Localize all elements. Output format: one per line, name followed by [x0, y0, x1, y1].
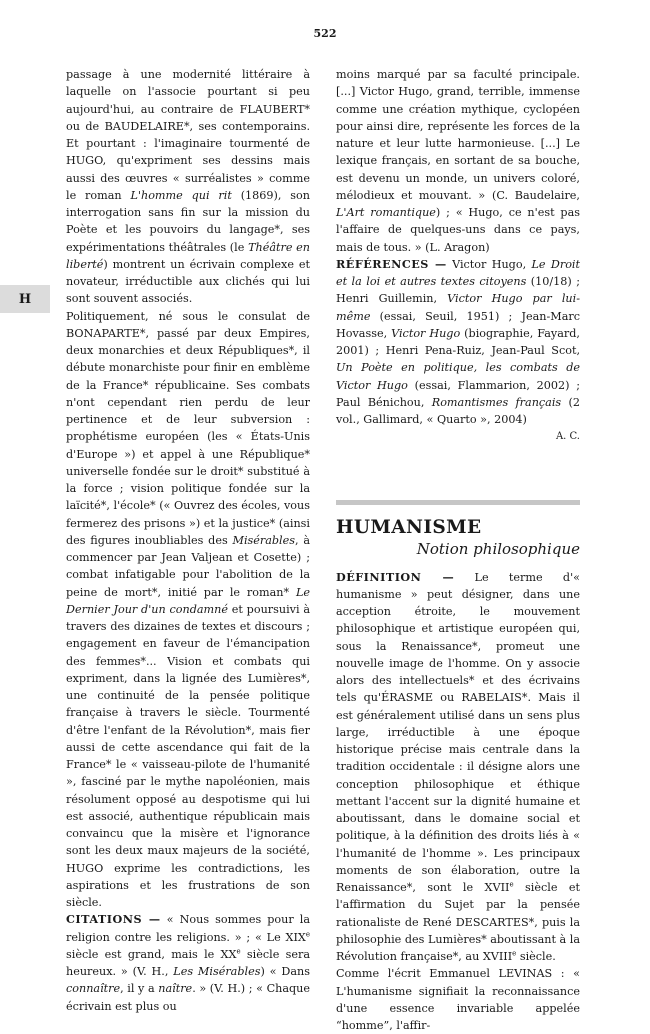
- superscript: e: [512, 949, 517, 958]
- section-letter-tab: H: [0, 285, 50, 313]
- italic-title: Le Droit et la loi et autres textes citoyens: [336, 257, 581, 288]
- italic-title: Victor Hugo par lui-même: [336, 292, 580, 323]
- italic-title: naître: [158, 982, 193, 996]
- italic-title: Misérables: [232, 533, 295, 547]
- quote-continuation: moins marqué par sa faculté principale. [...] Victor Hugo, grand, terrible, immense comme une création mythique, cyclopéen pour ainsi dire, représente les forces de la nature et leur lutte harmonieuse. [...] Le lexique français, en sortant de sa bouche, est devenu un monde, un univers coloré, mélodieux et mouvant. » (C. Baudelaire, L'Art romantique) ; « Hugo, ce n'est pas l'affaire de quelques-uns dans ce pays, mais de tous. » (L. Aragon): [336, 68, 580, 254]
- entry-separator: [336, 500, 580, 505]
- italic-title: Victor Hugo: [391, 326, 461, 340]
- definition-paragraph: [336, 569, 580, 966]
- italic-title: L'homme qui rit: [130, 188, 232, 202]
- right-column: [336, 66, 580, 1034]
- italic-title: Le Dernier Jour d'un condamné: [66, 585, 310, 616]
- italic-title: L'Art romantique: [336, 206, 436, 219]
- italic-title: Les Misérables: [173, 965, 261, 978]
- italic-title: connaître: [66, 982, 121, 996]
- citations-text: « Nous sommes pour la religion contre les religions. » ; « Le XIXe siècle est grand, mais le XXe siècle sera heureux. » (V. H., Les Misérables) « Dans connaître, il y a naître. » (V. H.) ; « Chaque écrivain est plus ou: [66, 913, 311, 1013]
- superscript: e: [236, 947, 241, 956]
- references-paragraph: [336, 256, 580, 429]
- superscript: e: [509, 880, 514, 889]
- references-label: RÉFÉRENCES —: [336, 256, 447, 271]
- definition-text: Le terme d'« humanisme » peut désigner, dans une acception étroite, le mouvement philosophique et artistique européen qui, sous la Renaissance*, promeut une nouvelle image de l'homme. On y associe alors des intellectuels* et des écrivains tels qu'ÉRASME ou RABELAIS*. Mais il est généralement utilisé dans un sens plus large, irréductible à une époque historique précise mais centrale dans la tradition occidentale : il désigne alors une conception philosophique et éthique mettant l'accent sur la dignité humaine et aboutissant, dans le domaine social et politique, à la définition des droits liés à « l'humanité de l'homme ». Les principaux moments de son élaboration, outre la Renaissance*, sont le XVIIe siècle et l'affirmation du Sujet par la pensée rationaliste de René DESCARTES*, puis la philosophie des Lumières* aboutissant à la Révolution française*, au XVIIIe siècle.: [336, 570, 580, 963]
- citations-label: CITATIONS —: [66, 912, 161, 927]
- citations-paragraph: [66, 911, 310, 1015]
- entry-title: HUMANISME: [336, 516, 482, 538]
- references-text: Victor Hugo, Le Droit et la loi et autres textes citoyens (10/18) ; Henri Guillemin, Victor Hugo par lui-même (essai, Seuil, 1951) ; Jean-Marc Hovasse, Victor Hugo (biographie, Fayard, 2001) ; Henri Pena-Ruiz, Jean-Paul Scot, Un Poète en politique, les combats de Victor Hugo (essai, Flammarion, 2002) ; Paul Bénichou, Romantismes français (2 vol., Gallimard, « Quarto », 2004): [336, 257, 581, 426]
- italic-title: Romantismes français: [431, 395, 562, 409]
- left-column: [66, 66, 310, 1015]
- italic-title: Un Poète en politique, les combats de Victor Hugo: [336, 361, 580, 392]
- page-number: 522: [313, 27, 337, 40]
- definition-label: DÉFINITION —: [336, 569, 455, 584]
- entry-subtitle: Notion philosophique: [416, 539, 580, 558]
- hugo-politics-paragraph: Politiquement, né sous le consulat de BONAPARTE*, passé par deux Empires, deux monarchies et deux Républiques*, il débute monarchiste pour finir en emblème de la France* républicaine. Ses combats n'ont cependant rien perdu de leur pertinence et de leur subversion : prophétisme européen (les « États-Unis d'Europe ») et appel à une République* universelle fondée sur le droit* substitué à la force ; vision politique fondée sur la laïcité*, l'école* (« Ouvrez des écoles, vous fermerez des prisons ») et la justice* (ainsi des figures inoubliables des Misérables, à commencer par Jean Valjean et Cosette) ; combat infatigable pour l'abolition de la peine de mort*, initié par le roman* Le Dernier Jour d'un condamné et poursuivi à travers des dizaines de textes et discours ; engagement en faveur de l'émancipation des femmes*... Vision et combats qui expriment, dans la lignée des Lumières*, une continuité de la pensée politique française à travers le siècle. Tourmenté d'être l'enfant de la Révolution*, mais fier aussi de cette ascendance qui fait de la France* le « vaisseau-pilote de l'humanité », fasciné par le mythe napoléonien, mais résolument opposé au despotisme qui lui est associé, authentique républicain mais convaincu que la misère et l'ignorance sont les deux maux majeurs de la société, HUGO exprime les contradictions, les aspirations et les frustrations de son siècle.: [66, 309, 310, 909]
- italic-title: Théâtre en liberté: [66, 240, 310, 271]
- hugo-intro-paragraph: passage à une modernité littéraire à laquelle on l'associe pourtant si peu aujourd'hui, au contraire de FLAUBERT* ou de BAUDELAIRE*, ses contemporains. Et pourtant : l'imaginaire tourmenté de HUGO, qu'expriment ses dessins mais aussi des œuvres « surréalistes » comme le roman L'homme qui rit (1869), son interrogation sans fin sur la mission du Poète et les pouvoirs du langage*, ses expérimentations théâtrales (le Théâtre en liberté) montrent un écrivain complexe et novateur, irréductible aux clichés qui lui sont souvent associés.: [66, 68, 310, 306]
- superscript: e: [305, 929, 310, 938]
- levinas-paragraph: Comme l'écrit Emmanuel LEVINAS : « L'humanisme signifiait la reconnaissance d'une essence invariable appelée “homme”, l'affir-: [336, 967, 580, 1032]
- author-initials: A. C.: [555, 431, 580, 443]
